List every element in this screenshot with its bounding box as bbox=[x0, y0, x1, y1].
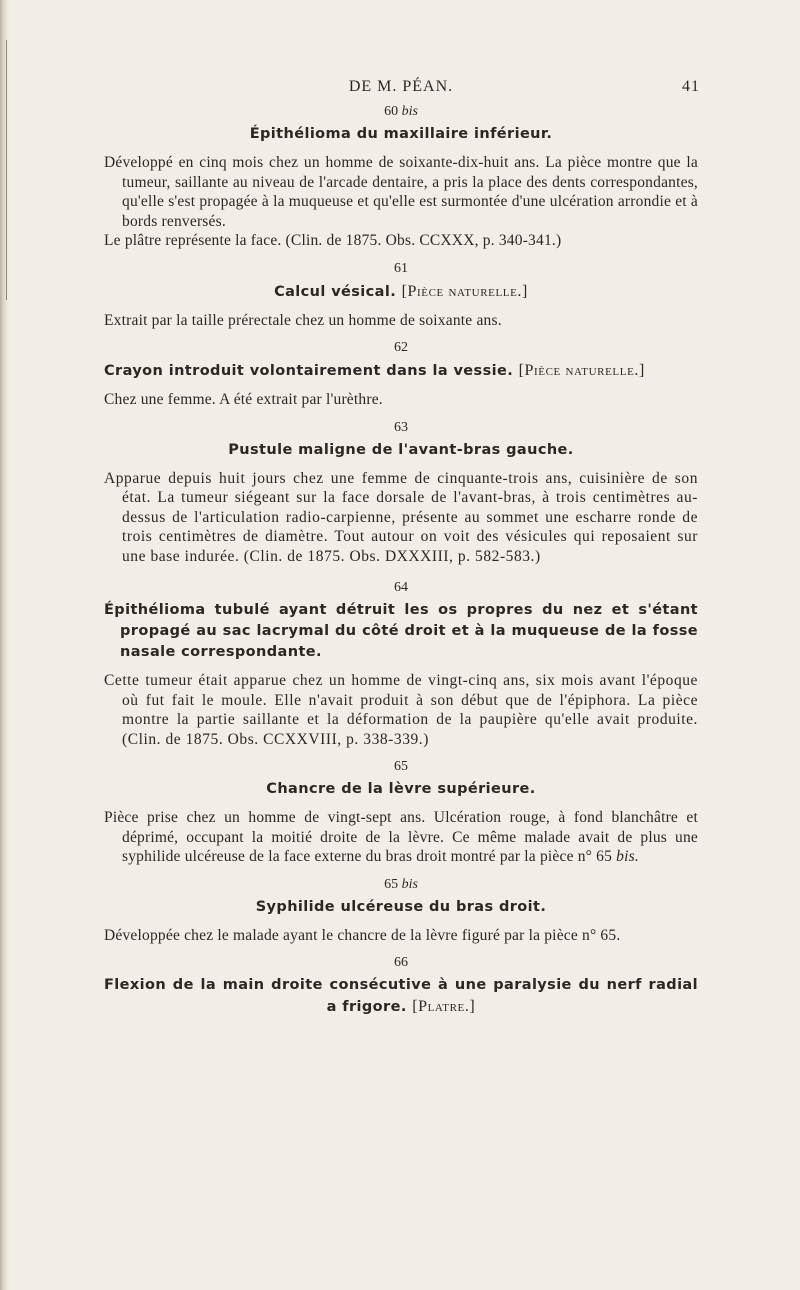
entry-number: 60 bis bbox=[384, 104, 418, 119]
entry-material: [Platre.] bbox=[412, 998, 476, 1015]
entry-description: Cette tumeur était apparue chez un homme de vingt-cinq ans, six mois avant l'époque où fut fait le moule. Elle n'avait produit à son début que de l'épiphora. La pièce montre la partie saillante et la déformation de la paupière qu'elle avait produite. (Clin. de 1875. Obs. CCXXVIII, p. 338-339.) bbox=[104, 672, 698, 748]
entry-60-bis bbox=[104, 102, 698, 251]
entry-65-bis bbox=[104, 875, 698, 946]
entry-title: Flexion de la main droite consécutive à une paralysie du nerf radial a frigore. [Platre.] bbox=[104, 977, 698, 1015]
entry-title: Syphilide ulcéreuse du bras droit. bbox=[255, 898, 547, 915]
entry-number: 65 bis bbox=[384, 876, 418, 892]
entry-63 bbox=[104, 418, 698, 567]
entry-number: 63 bbox=[394, 419, 408, 435]
entry-number: 62 bbox=[394, 340, 408, 355]
entry-number: 66 bbox=[394, 955, 408, 970]
entry-title: Pustule maligne de l'avant-bras gauche. bbox=[228, 441, 574, 458]
page-edge-shadow bbox=[0, 0, 10, 1290]
entry-title: Calcul vésical. [Pièce naturelle.] bbox=[274, 282, 528, 300]
entry-description-cont: Le plâtre représente la face. (Clin. de 1875. Obs. CCXXX, p. 340-341.) bbox=[104, 232, 562, 249]
entry-description: Extrait par la taille prérectale chez un homme de soixante ans. bbox=[104, 311, 502, 329]
entry-material: [Pièce naturelle.] bbox=[518, 362, 645, 379]
entry-description: Développé en cinq mois chez un homme de soixante-dix-huit ans. La pièce montre que la tumeur, saillante au niveau de l'arcade dentaire, a pris la place des dents correspondantes, qu'elle s'est propagée à la muqueuse et qu'elle est surmontée d'une ulcération arrondie et à bords renversés. bbox=[104, 154, 698, 230]
book-page bbox=[104, 72, 698, 1026]
entry-64 bbox=[104, 578, 698, 749]
binding-line bbox=[6, 40, 7, 300]
entry-description: Chez une femme. A été extrait par l'urèthre. bbox=[104, 391, 383, 408]
entry-ref-suffix: bis. bbox=[616, 848, 639, 865]
entry-description: Apparue depuis huit jours chez une femme de cinquante-trois ans, cuisinière de son état. La tumeur siégeant sur la face dorsale de l'avant-bras, à trois centimètres au-dessus de l'articulation radio-carpienne, présente au sommet une escharre ronde de trois centimètres de diamètre. Tout autour on voit des vésicules qui reposaient sur une base indurée. (Clin. de 1875. Obs. DXXXIII, p. 582-583.) bbox=[104, 469, 698, 565]
entry-title: Épithélioma tubulé ayant détruit les os propres du nez et s'étant propagé au sac lacrymal du côté droit et à la muqueuse de la fosse nasale correspondante. bbox=[104, 602, 698, 660]
entry-number: 65 bbox=[394, 759, 408, 774]
entry-number: 64 bbox=[394, 580, 408, 595]
entry-title: Crayon introduit volontairement dans la vessie. [Pièce naturelle.] bbox=[104, 362, 645, 379]
entry-62 bbox=[104, 338, 698, 410]
running-title: DE M. PÉAN. bbox=[348, 78, 454, 95]
running-header bbox=[104, 72, 698, 102]
entry-title: Épithélioma du maxillaire inférieur. bbox=[249, 126, 553, 142]
entry-number: 61 bbox=[394, 260, 408, 276]
entry-61 bbox=[104, 259, 698, 331]
entry-description: Développée chez le malade ayant le chancre de la lèvre figuré par la pièce n° 65. bbox=[104, 926, 621, 944]
entry-description: Pièce prise chez un homme de vingt-sept ans. Ulcération rouge, à fond blanchâtre et déprimé, occupant la moitié droite de la lèvre. Ce même malade avait de plus une syphilide ulcéreuse de la face externe du bras droit montré par la pièce n° 65 bis. bbox=[104, 809, 698, 865]
entry-65 bbox=[104, 757, 698, 867]
entry-title: Chancre de la lèvre supérieure. bbox=[266, 781, 536, 797]
entry-66 bbox=[104, 953, 698, 1018]
page-number: 41 bbox=[682, 78, 700, 95]
entry-material: [Pièce naturelle.] bbox=[401, 282, 528, 300]
